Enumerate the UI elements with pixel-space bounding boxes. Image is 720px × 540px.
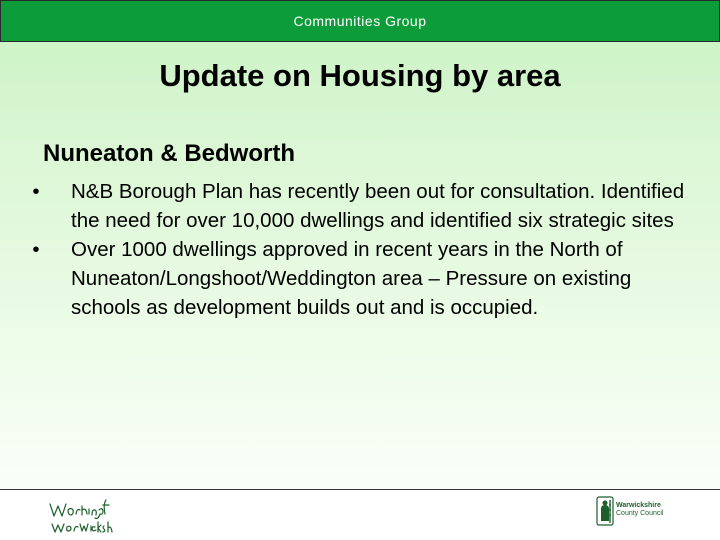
group-name: Communities Group [293, 13, 427, 29]
warwickshire-county-council-logo [596, 496, 672, 530]
slide-title: Update on Housing by area [159, 58, 561, 93]
footer-divider [0, 489, 720, 490]
working-for-warwickshire-logo [46, 494, 116, 536]
council-name-line1: Warwickshire [616, 502, 661, 509]
council-name [616, 502, 663, 518]
bullet-text: Over 1000 dwellings approved in recent years in the North of Nuneaton/Longshoot/Weddington area – Pressure on existing schools as development builds out and is occupied. [71, 238, 632, 319]
bullet-marker: • [32, 180, 40, 203]
slide-subtitle: Nuneaton & Bedworth [43, 140, 295, 167]
bullet-list [26, 177, 706, 322]
bullet-text: N&B Borough Plan has recently been out for consultation. Identified the need for over 10,000 dwellings and identified six strategic sites [71, 180, 685, 232]
bear-and-ragged-staff-icon [596, 496, 614, 526]
header-bar [0, 0, 720, 42]
bullet-marker: • [32, 238, 40, 261]
council-name-line2: County Council [616, 510, 664, 517]
bullet-item [26, 235, 706, 322]
bullet-item [26, 177, 706, 235]
